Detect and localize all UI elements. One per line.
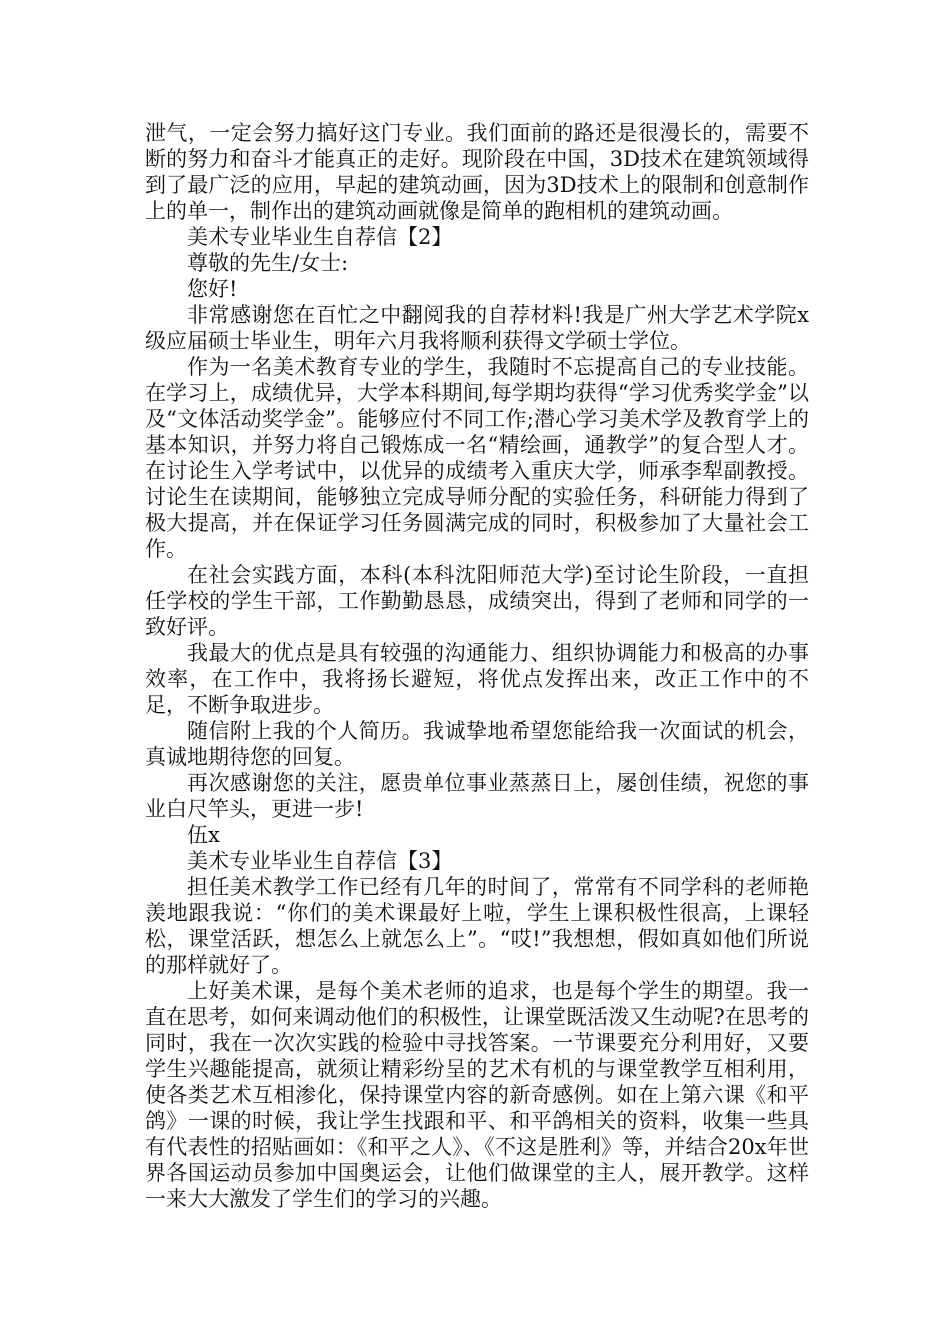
paragraph-resume: 随信附上我的个人简历。我诚挚地希望您能给我一次面试的机会，真诚地期待您的回复。 <box>145 719 809 769</box>
section-heading-3: 美术专业毕业生自荐信【3】 <box>187 849 453 873</box>
paragraph-continuation: 泄气，一定会努力搞好这门专业。我们面前的路还是很漫长的，需要不断的努力和奋斗才能真正的走好。现阶段在中国，3D技术在建筑领域得到了最广泛的应用，早起的建筑动画，因为3D技术上的限制和创意制作上的单一，制作出的建筑动画就像是简单的跑相机的建筑动画。 <box>145 121 809 223</box>
paragraph-teaching: 担任美术教学工作已经有几年的时间了，常常有不同学科的老师艳羡地跟我说：“你们的美术课最好上啦，学生上课积极性很高，上课轻松，课堂活跃，想怎么上就怎么上”。“哎!”我想想，假如真如他们所说的那样就好了。 <box>145 875 809 977</box>
paragraph-intro: 非常感谢您在百忙之中翻阅我的自荐材料!我是广州大学艺术学院x级应届硕士毕业生，明年六月我将顺利获得文学硕士学位。 <box>145 303 809 353</box>
paragraph-lesson: 上好美术课，是每个美术老师的追求，也是每个学生的期望。我一直在思考，如何来调动他们的积极性，让课堂既活泼又生动呢?在思考的同时，我在一次次实践的检验中寻找答案。一节课要充分利用好，又要学生兴趣能提高，就须让精彩纷呈的艺术有机的与课堂教学互相利用，使各类艺术互相渗化，保持课堂内容的新奇感例。如在上第六课《和平鸽》一课的时候，我让学生找跟和平、和平鸽相关的资料，收集一些具有代表性的招贴画如：《和平之人》、《不这是胜利》等，并结合20x年世界各国运动员参加中国奥运会，让他们做课堂的主人，展开教学。这样一来大大激发了学生们的学习的兴趣。 <box>145 979 809 1211</box>
paragraph-practice: 在社会实践方面，本科(本科沈阳师范大学)至讨论生阶段，一直担任学校的学生干部，工作勤勤恳恳，成绩突出，得到了老师和同学的一致好评。 <box>145 563 809 639</box>
document-page <box>145 120 809 1212</box>
salutation: 尊敬的先生/女士: <box>187 251 349 275</box>
signature: 伍x <box>187 823 220 847</box>
section-heading-2: 美术专业毕业生自荐信【2】 <box>187 225 453 249</box>
paragraph-strengths: 我最大的优点是具有较强的沟通能力、组织协调能力和极高的办事效率，在工作中，我将扬长避短，将优点发挥出来，改正工作中的不足，不断争取进步。 <box>145 641 809 717</box>
paragraph-study: 作为一名美术教育专业的学生，我随时不忘提高自己的专业技能。在学习上，成绩优异，大学本科期间,每学期均获得“学习优秀奖学金”以及“文体活动奖学金”。能够应付不同工作;潜心学习美术学及教育学上的基本知识，并努力将自己锻炼成一名“精绘画，通教学”的复合型人才。在讨论生入学考试中，以优异的成绩考入重庆大学，师承李犁副教授。讨论生在读期间，能够独立完成导师分配的实验任务，科研能力得到了极大提高，并在保证学习任务圆满完成的同时，积极参加了大量社会工作。 <box>145 355 809 561</box>
greeting: 您好! <box>187 277 238 301</box>
paragraph-closing: 再次感谢您的关注，愿贵单位事业蒸蒸日上，屡创佳绩，祝您的事业白尺竿头，更进一步! <box>145 771 809 821</box>
